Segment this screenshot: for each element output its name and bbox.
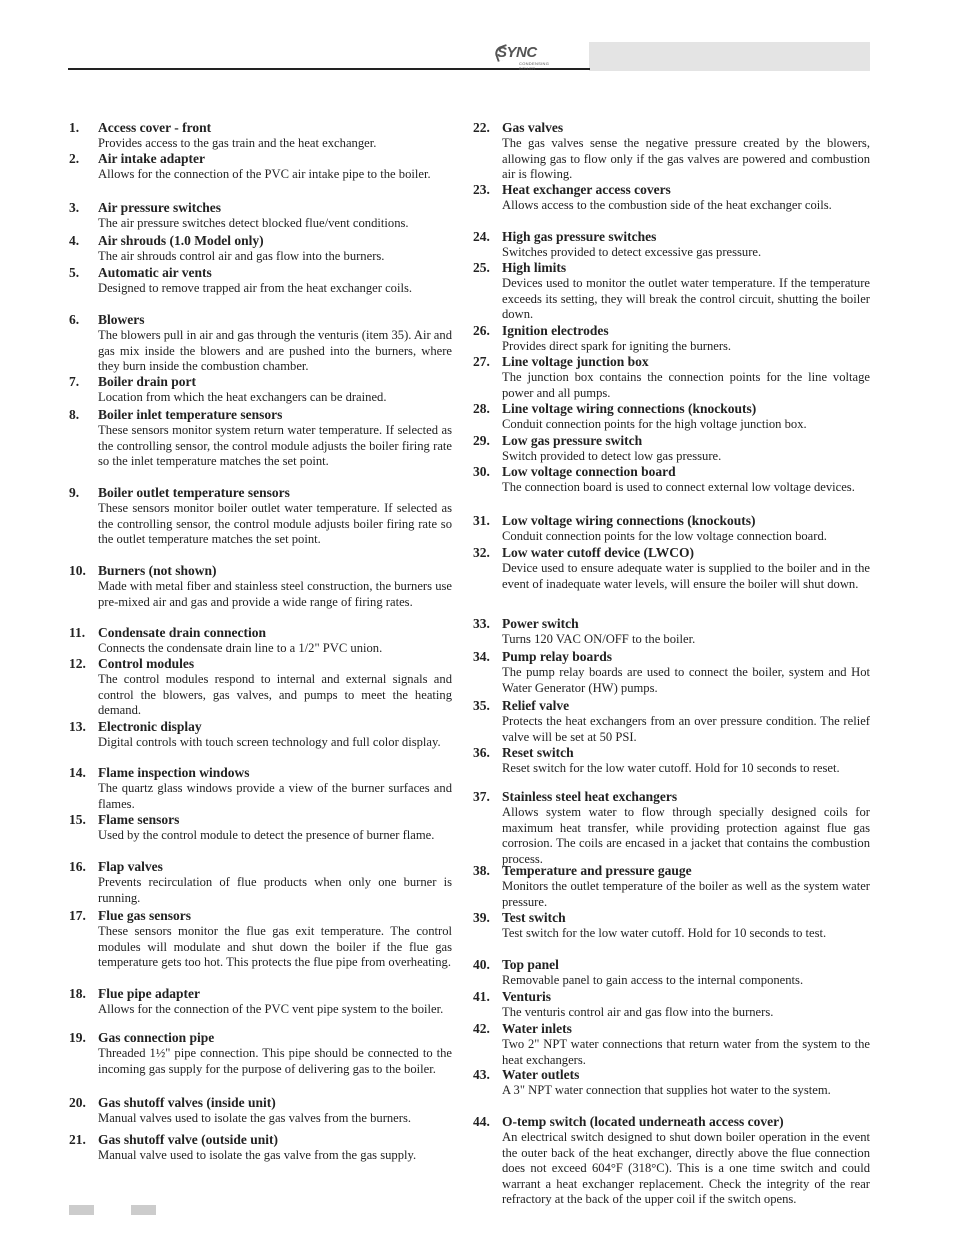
item-title: Water inlets (502, 1021, 572, 1036)
item-number: 39. (473, 910, 490, 925)
item-number: 1. (69, 120, 80, 135)
item-description: The gas valves sense the negative pressure created by the blowers, allowing gas to flow only if the gas valves are powered and combustion air is flowing. (502, 136, 870, 182)
item-description: Conduit connection points for the high voltage junction box. (502, 417, 807, 431)
item-number: 9. (69, 485, 80, 500)
item-number: 6. (69, 312, 80, 327)
item-description: Monitors the outlet temperature of the boiler as well as the system water pressure. (502, 879, 870, 909)
item-number: 21. (69, 1132, 86, 1147)
item-description: Designed to remove trapped air from the heat exchanger coils. (98, 281, 413, 295)
item-number: 41. (473, 989, 490, 1004)
item-number: 31. (473, 513, 490, 528)
item-description: Protects the heat exchangers from an over pressure condition. The relief valve will be set at 50 PSI. (502, 714, 870, 744)
item-number: 18. (69, 986, 86, 1001)
item-title: Flame inspection windows (98, 765, 250, 780)
item-description: The control modules respond to internal and external signals and control the blowers, gas valves, and pumps to meet the heating demand. (98, 672, 452, 718)
item-title: O-temp switch (located underneath access cover) (502, 1114, 784, 1129)
item-title: Low voltage connection board (502, 464, 676, 479)
item-description: The quartz glass windows provide a view of the burner surfaces and flames. (98, 781, 452, 811)
item-title: High gas pressure switches (502, 229, 657, 244)
item-number: 20. (69, 1095, 86, 1110)
logo-subtext: CONDENSING BOILER (519, 61, 550, 71)
item-number: 26. (473, 323, 490, 338)
item-number: 34. (473, 649, 490, 664)
item-description: Reset switch for the low water cutoff. Hold for 10 seconds to reset. (502, 761, 840, 775)
item-description: Turns 120 VAC ON/OFF to the boiler. (502, 632, 696, 646)
item-title: Line voltage wiring connections (knockouts) (502, 401, 757, 416)
item-title: Boiler outlet temperature sensors (98, 485, 290, 500)
item-title: Flue pipe adapter (98, 986, 201, 1001)
header-bar (589, 42, 870, 71)
item-description: Switches provided to detect excessive gas pressure. (502, 245, 762, 259)
logo-text: SYNC (497, 44, 537, 61)
item-title: Low water cutoff device (LWCO) (502, 545, 694, 560)
item-title: Air pressure switches (98, 200, 221, 215)
item-description: The blowers pull in air and gas through the venturis (item 35). Air and gas mix inside the blowers and are pushed into the burners, where they burn inside the combustion chamber. (98, 328, 452, 374)
item-number: 10. (69, 563, 86, 578)
item-description: Allows for the connection of the PVC vent pipe system to the boiler. (98, 1002, 444, 1016)
item-title: Air shrouds (1.0 Model only) (98, 233, 264, 248)
item-description: Manual valves used to isolate the gas valves from the burners. (98, 1111, 412, 1125)
item-description: Allows system water to flow through specially designed coils for maximum heat transfer, while providing protection against flue gas corrosion. The coils are encased in a jacket that contains the combustion process. (502, 805, 870, 866)
item-description: Made with metal fiber and stainless steel construction, the burners use pre-mixed air and gas and provide a wide range of firing rates. (98, 579, 452, 609)
item-number: 30. (473, 464, 490, 479)
item-number: 2. (69, 151, 80, 166)
item-number: 8. (69, 407, 80, 422)
item-number: 12. (69, 656, 86, 671)
item-title: Access cover - front (98, 120, 212, 135)
item-title: High limits (502, 260, 567, 275)
item-title: Low gas pressure switch (502, 433, 643, 448)
item-description: Switch provided to detect low gas pressure. (502, 449, 722, 463)
item-description: The pump relay boards are used to connect the boiler, system and Hot Water Generator (HW) pumps. (502, 665, 870, 695)
header-rule (68, 68, 590, 70)
item-title: Boiler drain port (98, 374, 197, 389)
item-title: Ignition electrodes (502, 323, 609, 338)
sync-logo (497, 44, 557, 71)
item-description: The air shrouds control air and gas flow into the burners. (98, 249, 385, 263)
item-description: Threaded 1½" pipe connection. This pipe should be connected to the incoming gas supply for the purpose of delivering gas to the boiler. (98, 1046, 452, 1076)
item-description: These sensors monitor system return water temperature. If selected as the controlling sensor, the control module adjusts the boiler firing rate so the inlet temperature matches the set point. (98, 423, 452, 469)
item-number: 14. (69, 765, 86, 780)
item-number: 5. (69, 265, 80, 280)
item-description: The connection board is used to connect external low voltage devices. (502, 480, 855, 494)
item-title: Gas valves (502, 120, 564, 135)
item-title: Gas shutoff valves (inside unit) (98, 1095, 276, 1110)
item-title: Blowers (98, 312, 145, 327)
item-description: The junction box contains the connection points for the line voltage power and all pumps. (502, 370, 870, 400)
item-description: The venturis control air and gas flow into the burners. (502, 1005, 774, 1019)
item-number: 17. (69, 908, 86, 923)
item-title: Water outlets (502, 1067, 580, 1082)
item-number: 33. (473, 616, 490, 631)
item-title: Flue gas sensors (98, 908, 192, 923)
item-title: Relief valve (502, 698, 570, 713)
item-title: Test switch (502, 910, 566, 925)
item-description: Connects the condensate drain line to a 1/2" PVC union. (98, 641, 383, 655)
item-title: Heat exchanger access covers (502, 182, 671, 197)
item-number: 15. (69, 812, 86, 827)
item-description: Used by the control module to detect the presence of burner flame. (98, 828, 435, 842)
item-title: Flame sensors (98, 812, 180, 827)
item-title: Pump relay boards (502, 649, 613, 664)
item-number: 38. (473, 863, 490, 878)
item-number: 35. (473, 698, 490, 713)
item-number: 42. (473, 1021, 490, 1036)
item-number: 27. (473, 354, 490, 369)
footer-mark-left (69, 1205, 94, 1215)
item-description: Conduit connection points for the low voltage connection board. (502, 529, 827, 543)
item-number: 11. (69, 625, 86, 640)
item-number: 13. (69, 719, 86, 734)
item-description: These sensors monitor boiler outlet water temperature. If selected as the controlling sensor, the control module adjusts boiler firing rate so the outlet temperature matches the set point. (98, 501, 452, 547)
item-number: 29. (473, 433, 490, 448)
item-title: Venturis (502, 989, 552, 1004)
item-title: Control modules (98, 656, 195, 671)
item-number: 43. (473, 1067, 490, 1082)
item-description: Digital controls with touch screen technology and full color display. (98, 735, 441, 749)
item-title: Line voltage junction box (502, 354, 649, 369)
item-number: 22. (473, 120, 490, 135)
item-description: Location from which the heat exchangers can be drained. (98, 390, 387, 404)
item-number: 40. (473, 957, 490, 972)
item-number: 32. (473, 545, 490, 560)
item-number: 28. (473, 401, 490, 416)
item-description: Device used to ensure adequate water is supplied to the boiler and in the event of inadequate water levels, will ensure the boiler will shut down. (502, 561, 870, 591)
item-description: Devices used to monitor the outlet water temperature. If the temperature exceeds its setting, they will break the control circuit, shutting the boiler down. (502, 276, 870, 322)
item-description: Allows for the connection of the PVC air intake pipe to the boiler. (98, 167, 431, 181)
item-title: Reset switch (502, 745, 574, 760)
item-title: Temperature and pressure gauge (502, 863, 692, 878)
item-number: 23. (473, 182, 490, 197)
item-description: A 3" NPT water connection that supplies hot water to the system. (502, 1083, 831, 1097)
item-number: 19. (69, 1030, 86, 1045)
item-title: Boiler inlet temperature sensors (98, 407, 283, 422)
item-number: 16. (69, 859, 86, 874)
item-number: 7. (69, 374, 80, 389)
item-description: Two 2" NPT water connections that return water from the system to the heat exchangers. (502, 1037, 870, 1067)
footer-mark-right (131, 1205, 156, 1215)
item-title: Gas shutoff valve (outside unit) (98, 1132, 279, 1147)
item-title: Air intake adapter (98, 151, 205, 166)
item-number: 36. (473, 745, 490, 760)
item-description: The air pressure switches detect blocked flue/vent conditions. (98, 216, 409, 230)
item-number: 4. (69, 233, 80, 248)
item-description: Prevents recirculation of flue products when only one burner is running. (98, 875, 452, 905)
item-description: Manual valve used to isolate the gas valve from the gas supply. (98, 1148, 417, 1162)
item-title: Stainless steel heat exchangers (502, 789, 678, 804)
item-title: Low voltage wiring connections (knockouts) (502, 513, 756, 528)
item-description: An electrical switch designed to shut down boiler operation in the event the outer back of the heat exchanger, directly above the flue connection does not exceed 604°F (318°C). This is a one time switch and could warrant a heat exchanger replacement. Check the integrity of the rear refractory at the back of the upper coil if the switch opens. (502, 1130, 870, 1207)
item-title: Top panel (502, 957, 559, 972)
item-description: Provides direct spark for igniting the burners. (502, 339, 732, 353)
item-description: These sensors monitor the flue gas exit temperature. The control modules will modulate and shut down the boiler if the flue gas temperature gets too hot. This protects the flue pipe from overheating. (98, 924, 452, 970)
item-description: Provides access to the gas train and the heat exchanger. (98, 136, 377, 150)
item-title: Electronic display (98, 719, 202, 734)
item-title: Condensate drain connection (98, 625, 267, 640)
item-title: Burners (not shown) (98, 563, 217, 578)
item-number: 25. (473, 260, 490, 275)
item-description: Test switch for the low water cutoff. Hold for 10 seconds to test. (502, 926, 827, 940)
item-number: 3. (69, 200, 80, 215)
item-description: Removable panel to gain access to the internal components. (502, 973, 804, 987)
item-description: Allows access to the combustion side of the heat exchanger coils. (502, 198, 832, 212)
item-title: Flap valves (98, 859, 163, 874)
item-title: Gas connection pipe (98, 1030, 215, 1045)
item-title: Automatic air vents (98, 265, 212, 280)
item-title: Power switch (502, 616, 579, 631)
item-number: 24. (473, 229, 490, 244)
item-number: 44. (473, 1114, 490, 1129)
item-number: 37. (473, 789, 490, 804)
